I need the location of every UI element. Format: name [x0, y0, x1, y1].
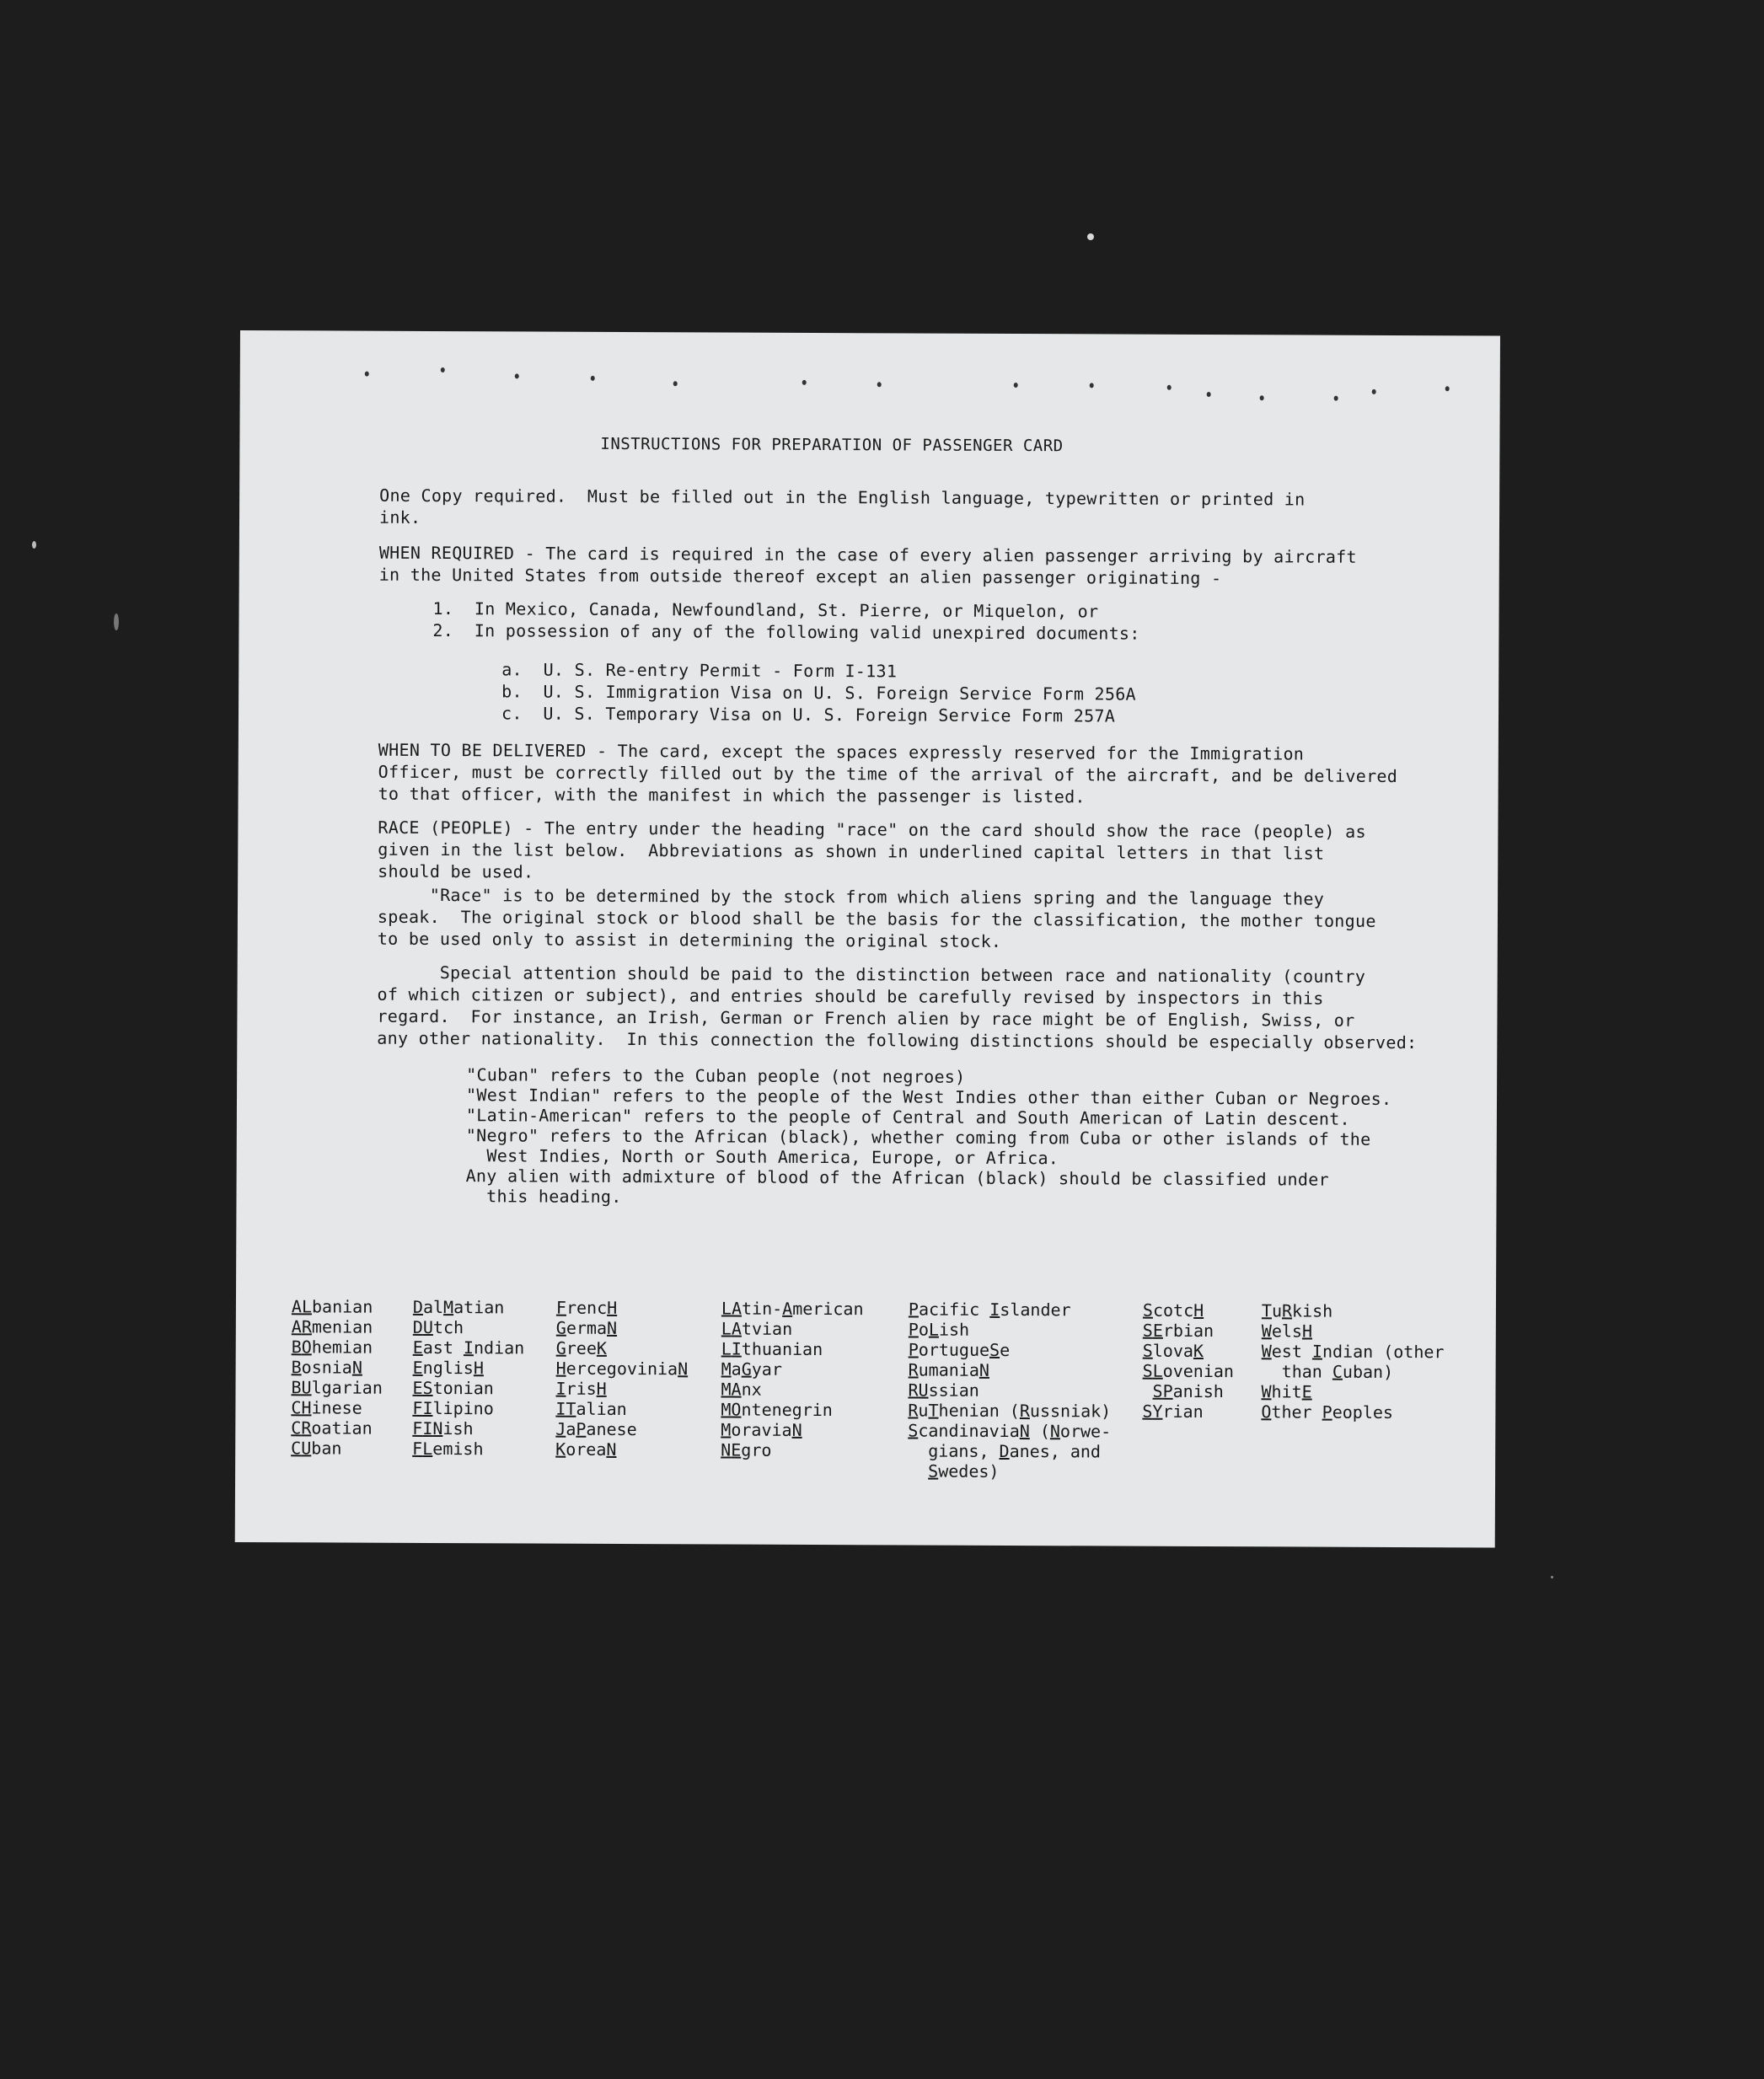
race-item: RuThenian (Russniak)	[908, 1400, 1112, 1422]
race-item: LIthuanian	[721, 1338, 823, 1360]
race-definition-paragraph: "Race" is to be determined by the stock from which aliens spring and the language they speak. The original stock or blood shall be the basis for the classification, the mother tongue to be used only to assist in determining the original stock.	[377, 884, 1376, 951]
race-item: TuRkish	[1261, 1300, 1333, 1321]
race-item: NEgro	[721, 1439, 772, 1460]
scan-speck	[1087, 233, 1094, 240]
race-column-5	[908, 1258, 1112, 1522]
race-item: RUssian	[908, 1380, 979, 1401]
race-item: WhitE	[1261, 1381, 1312, 1402]
race-item: MoraviaN	[721, 1419, 802, 1440]
document-list: a. U. S. Re-entry Permit - Form I-131 b. U. S. Immigration Visa on U. S. Foreign Service Form 256A c. U. S. Temporary Visa on U. S. Foreign Service Form 257A	[501, 659, 1136, 726]
race-item: gians, Danes, and	[908, 1440, 1102, 1462]
race-column-1	[291, 1256, 383, 1498]
race-item: CHinese	[291, 1397, 362, 1418]
punch-marks	[240, 330, 1500, 404]
race-item: PortugueSe	[908, 1339, 1011, 1360]
race-column-4	[721, 1258, 864, 1502]
document-title: INSTRUCTIONS FOR PREPARATION OF PASSENGER CARD	[600, 434, 1064, 456]
race-item: CRoatian	[291, 1417, 373, 1439]
race-item: FrencH	[555, 1297, 618, 1318]
numbered-list: 1. In Mexico, Canada, Newfoundland, St. Pierre, or Miquelon, or 2. In possession of any of the following valid unexpired documents:	[432, 598, 1140, 644]
scan-speck	[1551, 1576, 1553, 1578]
race-column-3	[555, 1257, 689, 1501]
race-column-6	[1142, 1260, 1234, 1462]
race-item: MaGyar	[721, 1358, 782, 1380]
race-item: BOhemian	[291, 1337, 373, 1358]
race-item: RumaniaN	[908, 1359, 990, 1380]
race-item: FIlipino	[412, 1397, 494, 1419]
race-item: DUtch	[412, 1316, 464, 1338]
race-item: IrisH	[555, 1378, 607, 1399]
race-item: JaPanese	[555, 1418, 637, 1440]
race-column-7	[1261, 1260, 1445, 1463]
scan-speck	[32, 541, 36, 549]
race-item: FLemish	[412, 1438, 484, 1460]
race-item: Other Peoples	[1261, 1401, 1394, 1423]
when-required-paragraph: WHEN REQUIRED - The card is required in the case of every alien passenger arriving by aircraft in the United States from outside thereof except an alien passenger originating -	[378, 542, 1357, 589]
race-item: ARmenian	[291, 1316, 373, 1337]
race-item: ALbanian	[291, 1296, 373, 1317]
special-attention-paragraph: Special attention should be paid to the distinction between race and nationality (country of which citizen or subject), and entries should be carefully revised by inspectors in this regard. For instance, an Irish, German or French alien by race might be of English, Swiss, or any other nationality. In this connection the following distinctions should be especially observed:	[377, 962, 1418, 1053]
passenger-card-instructions	[235, 330, 1500, 1548]
race-item: KoreaN	[555, 1439, 617, 1460]
race-item: DalMatian	[412, 1296, 505, 1318]
race-item: SPanish	[1152, 1380, 1224, 1402]
race-item: CUban	[291, 1438, 342, 1459]
race-item: HercegoviniaN	[555, 1358, 689, 1380]
race-item: MOntenegrin	[721, 1399, 833, 1421]
race-item: SLovenian	[1142, 1360, 1235, 1382]
race-column-2	[412, 1257, 525, 1500]
race-people-paragraph: RACE (PEOPLE) - The entry under the heading "race" on the card should show the race (people) as given in the list below. Abbreviations as shown in underlined capital letters in that list should be used.	[378, 817, 1366, 882]
when-delivered-paragraph: WHEN TO BE DELIVERED - The card, except the spaces expressly reserved for the Immigration Officer, must be correctly filled out by the time of the arrival of the aircraft, and be delivered to that officer, with the manifest in which the passenger is listed.	[378, 739, 1398, 807]
race-item: ScandinaviaN (Norwe-	[908, 1420, 1112, 1442]
race-item: WelsH	[1261, 1321, 1313, 1342]
race-item: than Cuban)	[1261, 1361, 1394, 1382]
race-item: BosniaN	[291, 1357, 362, 1378]
race-item: East Indian	[412, 1337, 525, 1358]
race-item: West Indian (other	[1261, 1341, 1445, 1363]
race-item: SlovaK	[1142, 1340, 1204, 1361]
intro-paragraph: One Copy required. Must be filled out in the English language, typewritten or printed in ink.	[378, 485, 1306, 528]
race-item: FINish	[412, 1417, 474, 1439]
race-item: Swedes)	[928, 1460, 1000, 1482]
race-item: LAtvian	[721, 1318, 793, 1339]
race-item: ITalian	[555, 1398, 627, 1420]
race-item: GermaN	[555, 1317, 618, 1338]
race-item: EnglisH	[412, 1357, 484, 1379]
race-item: EStonian	[412, 1377, 494, 1399]
race-item: BUlgarian	[291, 1377, 383, 1398]
race-item: Pacific Islander	[908, 1299, 1071, 1321]
scan-speck	[114, 614, 119, 630]
race-item: PoLish	[908, 1319, 970, 1340]
race-item: SYrian	[1142, 1401, 1204, 1422]
race-item: SErbian	[1142, 1320, 1214, 1342]
race-item: GreeK	[555, 1337, 608, 1358]
race-item: ScotcH	[1142, 1299, 1204, 1321]
race-item: MAnx	[721, 1379, 762, 1400]
distinctions-list: "Cuban" refers to the Cuban people (not negroes) "West Indian" refers to the people of the West Indies other than either Cuban or Negroes. "Latin-American" refers to the people of Central and South American of Latin descent. "Negro" refers to the African (black), whether coming from Cuba or other islands of the West Indies, North or South America, Europe, or Africa. Any alien with admixture of blood of the African (black) should be classified under this heading.	[465, 1064, 1392, 1207]
race-item: LAtin-American	[721, 1298, 864, 1320]
